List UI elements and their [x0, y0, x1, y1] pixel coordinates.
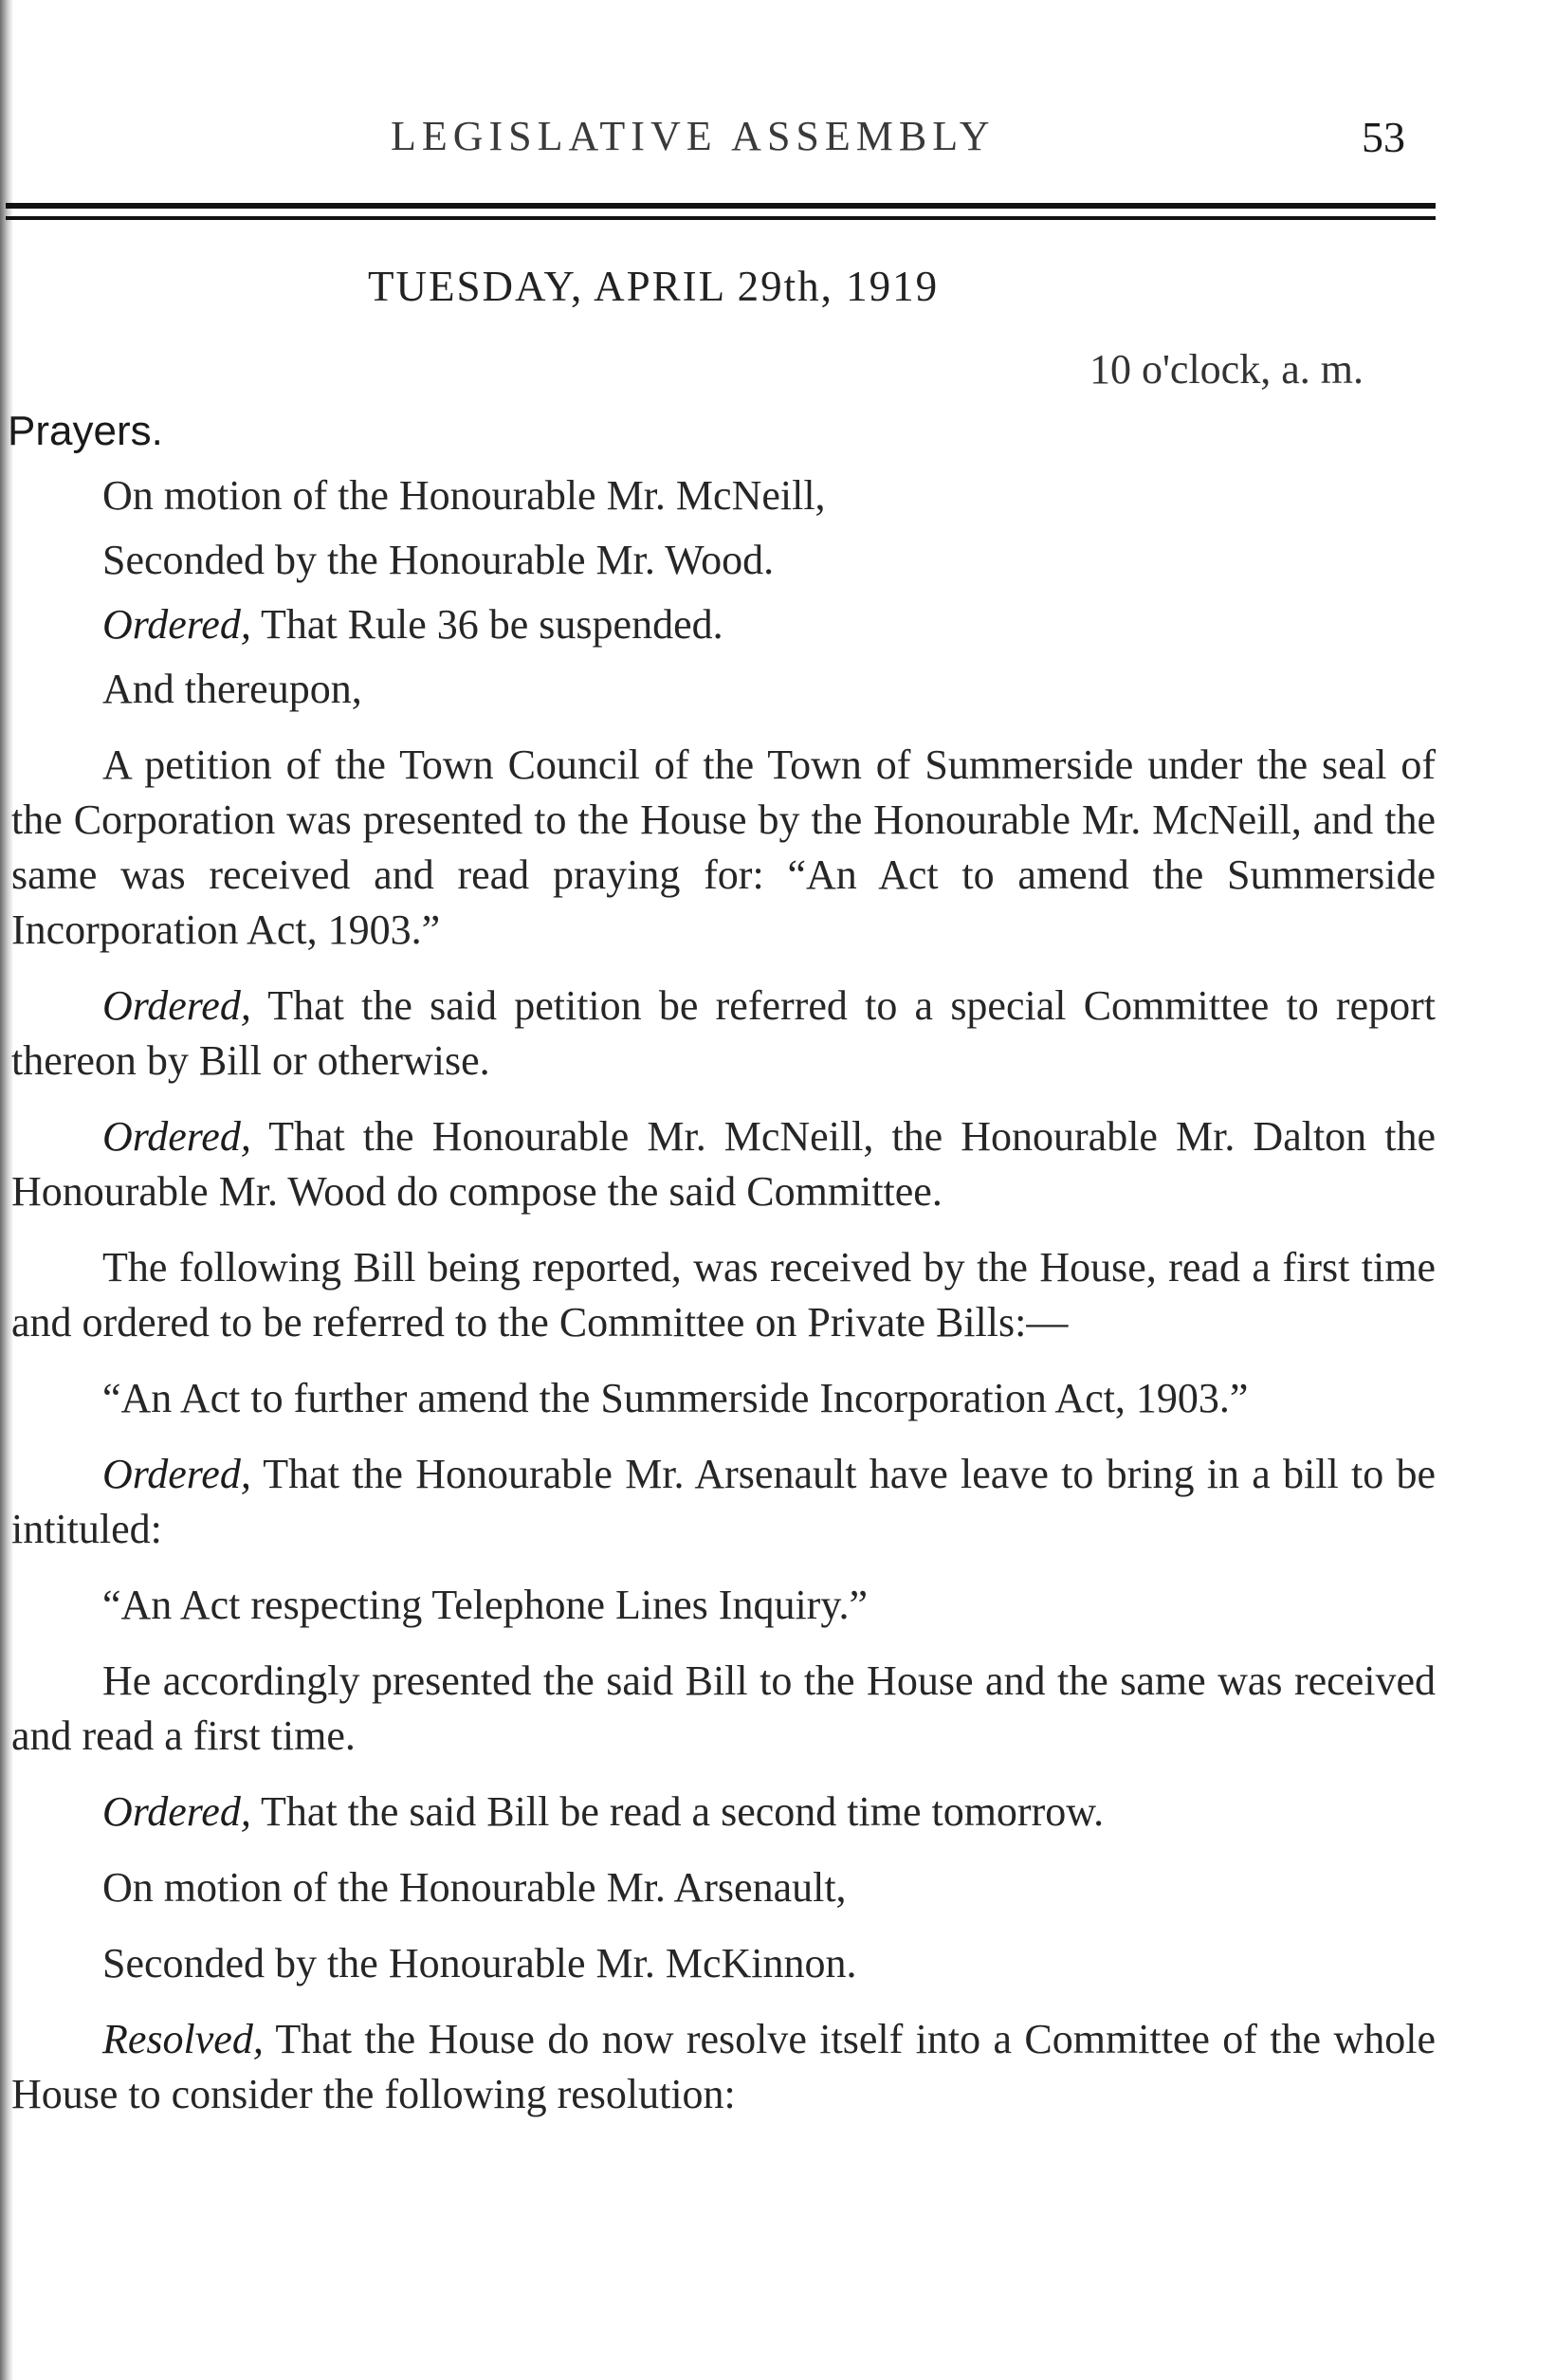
paragraph-text: And thereupon, [102, 666, 362, 712]
paragraph-text: “An Act to further amend the Summerside Incorporation Act, 1903.” [102, 1375, 1249, 1421]
session-time: 10 o'clock, a. m. [1089, 346, 1364, 393]
header-rule-top [6, 203, 1436, 209]
paragraph-text: Seconded by the Honourable Mr. McKinnon. [102, 1940, 857, 1986]
header-rule-bottom [6, 216, 1436, 220]
paragraph-text: The following Bill being reported, was received by the House, read a first time and ordered to be referred to the Committee on Private Bills:— [11, 1244, 1436, 1346]
paragraph-petition-summerside [11, 738, 1436, 958]
paragraph-motion-mcneill [11, 468, 1436, 523]
paragraph-text: That the said Bill be read a second time tomorrow. [250, 1788, 1105, 1835]
paragraph-seconded-wood [11, 533, 1436, 588]
paragraph-rule-36-order [11, 597, 1436, 652]
paragraph-text: “An Act respecting Telephone Lines Inquiry.” [102, 1582, 868, 1628]
paragraph-text: On motion of the Honourable Mr. McNeill, [102, 472, 826, 519]
paragraph-text: That the said petition be referred to a special Committee to report thereon by Bill or otherwise. [11, 982, 1436, 1084]
paragraph-text: Seconded by the Honourable Mr. Wood. [102, 537, 775, 583]
paragraph-arsenault-leave-order [11, 1447, 1436, 1557]
paragraph-bill-reported [11, 1240, 1436, 1350]
paragraph-text: That Rule 36 be suspended. [250, 601, 723, 648]
paragraph-bill-title-summerside [11, 1371, 1436, 1426]
paragraph-text: On motion of the Honourable Mr. Arsenault, [102, 1864, 847, 1911]
paragraph-committee-composition-order [11, 1109, 1436, 1219]
paragraph-text: He accordingly presented the said Bill to the House and the same was received and read a first time. [11, 1657, 1436, 1759]
paragraph-motion-arsenault [11, 1860, 1436, 1915]
running-header [0, 112, 1556, 169]
paragraph-thereupon [11, 662, 1436, 717]
paragraph-second-reading-order [11, 1785, 1436, 1840]
ordered-label: Ordered, [102, 1788, 251, 1835]
journal-body [11, 468, 1436, 2143]
session-date: TUESDAY, APRIL 29th, 1919 [368, 263, 940, 310]
paragraph-text: A petition of the Town Council of the Town of Summerside under the seal of the Corporation was presented to the House by the Honourable Mr. McNeill, and the same was received and read praying for: “An Act to amend the Summerside Incorporation Act, 1903.” [11, 741, 1436, 953]
prayers-heading: Prayers. [8, 408, 163, 454]
running-title: LEGISLATIVE ASSEMBLY [391, 113, 996, 159]
paragraph-bill-title-telephone [11, 1578, 1436, 1633]
ordered-label: Ordered, [102, 1113, 251, 1160]
paragraph-seconded-mckinnon [11, 1936, 1436, 1991]
paragraph-bill-presented [11, 1654, 1436, 1764]
paragraph-text: That the Honourable Mr. Arsenault have leave to bring in a bill to be intituled: [11, 1451, 1436, 1552]
ordered-label: Ordered, [102, 1451, 251, 1497]
resolved-label: Resolved, [102, 2016, 264, 2062]
ordered-label: Ordered, [102, 601, 251, 648]
page-number: 53 [1362, 113, 1405, 161]
paragraph-resolved-committee [11, 2012, 1436, 2122]
paragraph-text: That the House do now resolve itself into a Committee of the whole House to consider the following resolution: [11, 2016, 1436, 2117]
ordered-label: Ordered, [102, 982, 251, 1029]
paragraph-text: That the Honourable Mr. McNeill, the Honourable Mr. Dalton the Honourable Mr. Wood do compose the said Committee. [11, 1113, 1436, 1215]
paragraph-petition-referral-order [11, 979, 1436, 1089]
